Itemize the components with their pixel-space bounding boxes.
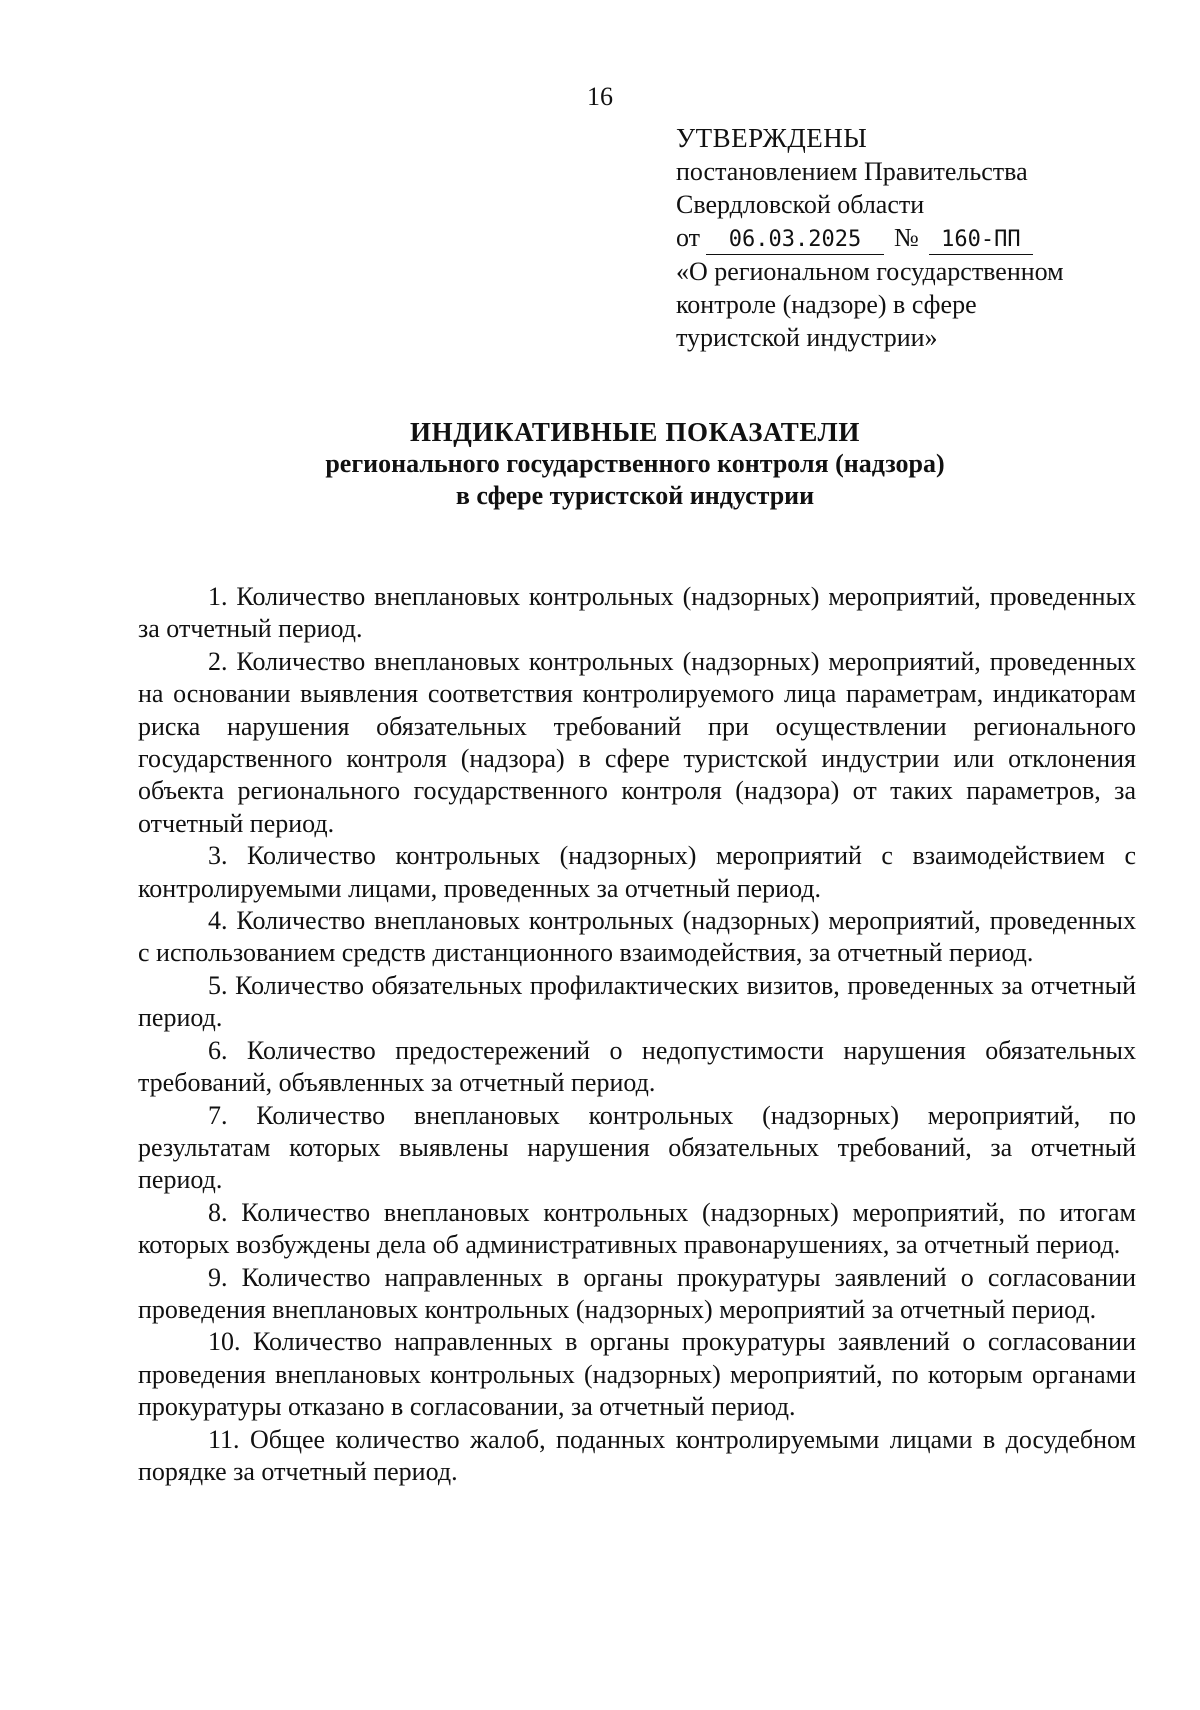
title-subtitle-1: регионального государственного контроля (надзора) — [325, 449, 945, 478]
title-main: ИНДИКАТИВНЫЕ ПОКАЗАТЕЛИ — [410, 417, 860, 447]
approval-line-region: Свердловской области — [676, 190, 925, 219]
approval-date-number-line — [676, 221, 1176, 255]
approved-heading: УТВЕРЖДЕНЫ — [676, 123, 868, 153]
indicator-item: 10. Количество направленных в органы прокуратуры заявлений о согласовании проведения внеплановых контрольных (надзорных) мероприятий, по которым органами прокуратуры отказано в согласовании, за отчетный период. — [138, 1327, 1136, 1422]
indicator-list — [138, 581, 1136, 1488]
approval-line-decree: постановлением Правительства — [676, 157, 1028, 186]
indicator-item: 3. Количество контрольных (надзорных) мероприятий с взаимодействием с контролируемыми лицами, проведенных за отчетный период. — [138, 841, 1136, 903]
decree-number: 160-ПП — [929, 226, 1033, 255]
indicator-item: 2. Количество внеплановых контрольных (надзорных) мероприятий, проведенных на основании выявления соответствия контролируемого лица параметрам, индикаторам риска нарушения обязательных требований при осуществлении регионального государственного контроля (надзора) в сфере туристской индустрии или отклонения объекта регионального государственного контроля (надзора) от таких параметров, за отчетный период. — [138, 646, 1136, 838]
document-title — [0, 416, 1200, 512]
approval-stamp — [676, 122, 1176, 354]
indicator-item: 6. Количество предостережений о недопустимости нарушения обязательных требований, объявленных за отчетный период. — [138, 1035, 1136, 1098]
title-subtitle-2: в сфере туристской индустрии — [455, 481, 815, 510]
indicator-item: 8. Количество внеплановых контрольных (надзорных) мероприятий, по итогам которых возбуждены дела об административных правонарушениях, за отчетный период. — [138, 1197, 1136, 1260]
approval-line-subject-3: туристской индустрии» — [676, 323, 938, 352]
decree-date: 06.03.2025 — [706, 226, 884, 255]
number-sign: № — [894, 223, 919, 252]
indicator-item: 9. Количество направленных в органы прокуратуры заявлений о согласовании проведения внеплановых контрольных (надзорных) мероприятий за отчетный период. — [138, 1262, 1136, 1324]
date-prefix: от — [676, 223, 701, 252]
indicator-item: 1. Количество внеплановых контрольных (надзорных) мероприятий, проведенных за отчетный период. — [138, 582, 1136, 644]
indicator-item: 11. Общее количество жалоб, поданных контролируемыми лицами в досудебном порядке за отчетный период. — [138, 1424, 1136, 1486]
indicator-item: 4. Количество внеплановых контрольных (надзорных) мероприятий, проведенных с использованием средств дистанционного взаимодействия, за отчетный период. — [138, 906, 1136, 968]
approval-line-subject-2: контроле (надзоре) в сфере — [676, 290, 977, 319]
approval-line-subject-1: «О региональном государственном — [676, 257, 1064, 286]
indicator-item: 7. Количество внеплановых контрольных (надзорных) мероприятий, по результатам которых выявлены нарушения обязательных требований, за отчетный период. — [138, 1100, 1136, 1195]
page-number: 16 — [587, 82, 613, 111]
indicator-item: 5. Количество обязательных профилактических визитов, проведенных за отчетный период. — [138, 970, 1136, 1033]
